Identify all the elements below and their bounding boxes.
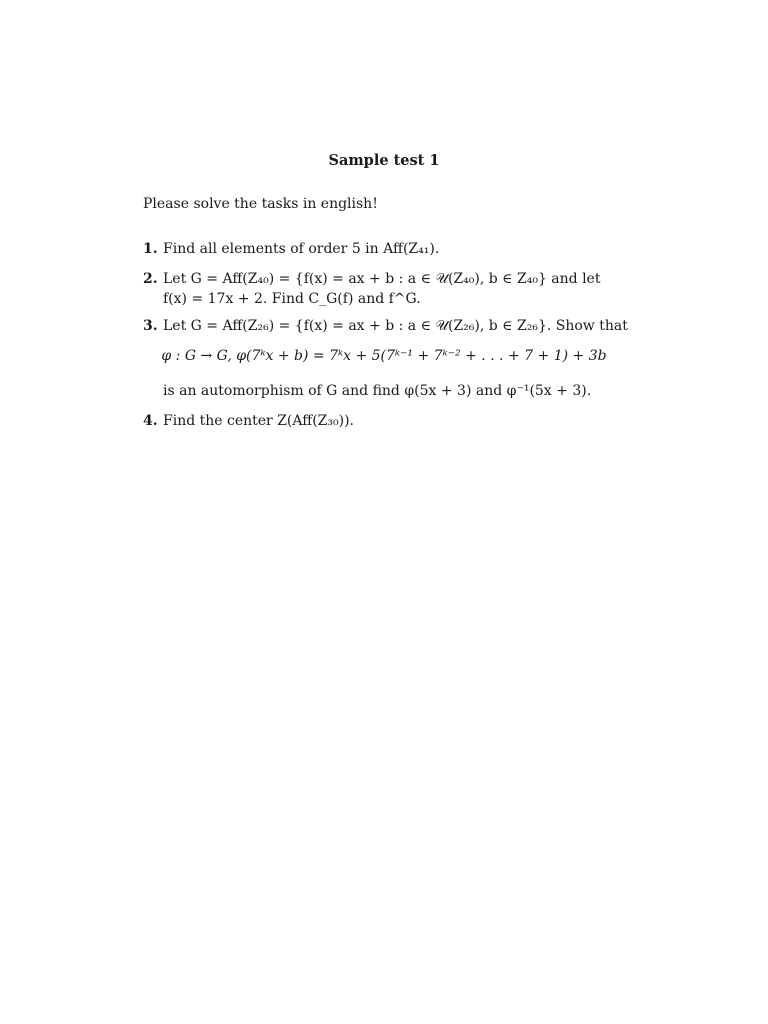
task-text: Find the center Z(Aff(Z₃₀)). xyxy=(163,413,354,429)
task-text-line-1: Let G = Aff(Z₂₆) = {f(x) = ax + b : a ∈ 𝒰(Z₂₆), b ∈ Z₂₆}. Show that xyxy=(163,318,628,334)
task-3 xyxy=(143,316,645,336)
task-text: Find all elements of order 5 in Aff(Z₄₁). xyxy=(163,241,440,257)
document-title: Sample test 1 xyxy=(328,152,440,169)
task-number: 1. xyxy=(143,241,158,257)
task-4 xyxy=(143,411,645,431)
task-text-line-3: is an automorphism of G and find φ(5x + 3) and φ⁻¹(5x + 3). xyxy=(163,383,592,399)
task-1 xyxy=(143,239,645,259)
task-text-line-1: Let G = Aff(Z₄₀) = {f(x) = ax + b : a ∈ 𝒰(Z₄₀), b ∈ Z₄₀} and let xyxy=(163,271,601,287)
task-number: 4. xyxy=(143,413,158,429)
task-text-line-2: f(x) = 17x + 2. Find C_G(f) and f^G. xyxy=(163,291,421,307)
task-2 xyxy=(143,269,645,309)
task-number: 2. xyxy=(143,271,158,287)
intro-text: Please solve the tasks in english! xyxy=(143,196,378,212)
task-3-display-formula: φ : G → G, φ(7ᵏx + b) = 7ᵏx + 5(7ᵏ⁻¹ + 7ᵏ⁻² + . . . + 7 + 1) + 3b xyxy=(161,348,607,364)
task-3-continuation xyxy=(143,381,645,401)
task-number: 3. xyxy=(143,318,158,334)
